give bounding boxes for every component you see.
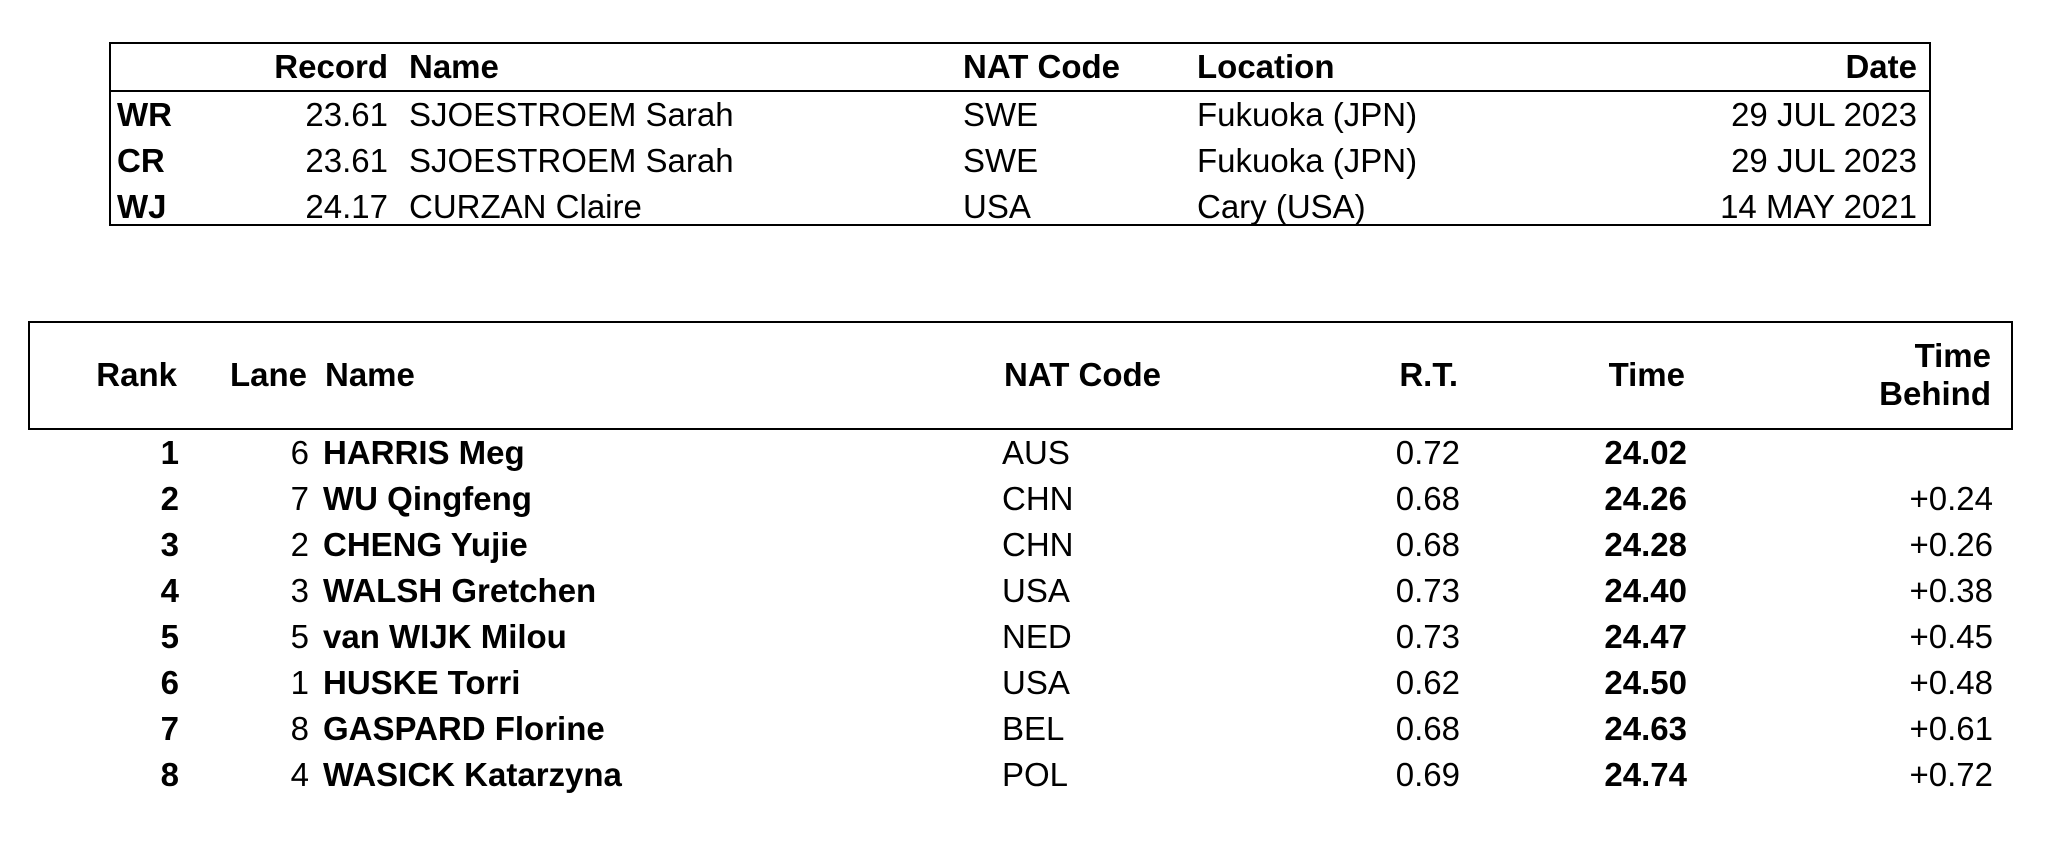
result-nat-code: POL xyxy=(1002,756,1069,793)
record-holder-name: SJOESTROEM Sarah xyxy=(409,142,734,179)
result-reaction-time: 0.69 xyxy=(1395,756,1460,793)
result-row xyxy=(28,752,2013,798)
result-nat-code: AUS xyxy=(1002,434,1070,471)
result-time-behind: +0.26 xyxy=(1909,526,1993,563)
record-row-wr xyxy=(111,92,1929,138)
record-time: 23.61 xyxy=(305,96,388,133)
result-rank: 3 xyxy=(160,526,179,563)
result-athlete-name: GASPARD Florine xyxy=(323,710,605,747)
result-time: 24.74 xyxy=(1604,756,1687,793)
result-reaction-time: 0.62 xyxy=(1395,664,1460,701)
record-row-wj xyxy=(111,184,1929,230)
record-row-cr xyxy=(111,138,1929,184)
result-lane: 1 xyxy=(290,664,309,701)
result-reaction-time: 0.68 xyxy=(1395,710,1460,747)
record-location: Fukuoka (JPN) xyxy=(1197,96,1418,133)
results-header-name: Name xyxy=(325,356,415,393)
record-nat-code: SWE xyxy=(963,96,1039,133)
record-time: 23.61 xyxy=(305,142,388,179)
result-time-behind: +0.72 xyxy=(1909,756,1993,793)
result-row xyxy=(28,476,2013,522)
result-time: 24.47 xyxy=(1604,618,1687,655)
record-date: 29 JUL 2023 xyxy=(1731,142,1917,179)
result-row xyxy=(28,430,2013,476)
result-rank: 4 xyxy=(160,572,179,609)
results-header-rt: R.T. xyxy=(1399,356,1458,393)
results-header-time-behind xyxy=(1879,337,1991,413)
result-nat-code: NED xyxy=(1002,618,1072,655)
result-rank: 8 xyxy=(160,756,179,793)
result-lane: 8 xyxy=(290,710,309,747)
results-table-body xyxy=(28,430,2013,830)
record-code: WR xyxy=(117,96,172,133)
records-header-nat-code: NAT Code xyxy=(963,48,1121,85)
result-time: 24.02 xyxy=(1604,434,1687,471)
result-rank: 1 xyxy=(160,434,179,471)
result-athlete-name: van WIJK Milou xyxy=(323,618,567,655)
result-reaction-time: 0.73 xyxy=(1395,618,1460,655)
result-time-behind: +0.45 xyxy=(1909,618,1993,655)
record-nat-code: SWE xyxy=(963,142,1039,179)
result-lane: 3 xyxy=(290,572,309,609)
result-reaction-time: 0.68 xyxy=(1395,480,1460,517)
result-time: 24.28 xyxy=(1604,526,1687,563)
result-row xyxy=(28,614,2013,660)
result-nat-code: USA xyxy=(1002,664,1070,701)
result-lane: 6 xyxy=(290,434,309,471)
records-header-row xyxy=(111,44,1929,92)
record-holder-name: CURZAN Claire xyxy=(409,188,642,225)
result-reaction-time: 0.72 xyxy=(1395,434,1460,471)
result-time: 24.26 xyxy=(1604,480,1687,517)
result-row xyxy=(28,706,2013,752)
result-lane: 5 xyxy=(290,618,309,655)
results-header-row xyxy=(28,321,2013,430)
result-row xyxy=(28,660,2013,706)
result-row xyxy=(28,568,2013,614)
result-rank: 6 xyxy=(160,664,179,701)
result-time: 24.40 xyxy=(1604,572,1687,609)
record-date: 29 JUL 2023 xyxy=(1731,96,1917,133)
record-location: Cary (USA) xyxy=(1197,188,1366,225)
result-time-behind: +0.24 xyxy=(1909,480,1993,517)
result-nat-code: USA xyxy=(1002,572,1070,609)
results-header-time-behind-line2: Behind xyxy=(1879,375,1991,412)
result-reaction-time: 0.68 xyxy=(1395,526,1460,563)
records-header-name: Name xyxy=(409,48,499,85)
records-header-date: Date xyxy=(1845,48,1917,85)
results-header-rank: Rank xyxy=(96,356,177,393)
result-rank: 7 xyxy=(160,710,179,747)
result-nat-code: BEL xyxy=(1002,710,1065,747)
result-lane: 2 xyxy=(290,526,309,563)
result-time-behind: +0.38 xyxy=(1909,572,1993,609)
record-code: CR xyxy=(117,142,165,179)
result-lane: 4 xyxy=(290,756,309,793)
records-table xyxy=(109,42,1931,226)
record-code: WJ xyxy=(117,188,167,225)
result-nat-code: CHN xyxy=(1002,526,1074,563)
result-athlete-name: HARRIS Meg xyxy=(323,434,525,471)
result-time-behind: +0.48 xyxy=(1909,664,1993,701)
result-athlete-name: WU Qingfeng xyxy=(323,480,532,517)
result-athlete-name: HUSKE Torri xyxy=(323,664,521,701)
result-athlete-name: WASICK Katarzyna xyxy=(323,756,622,793)
results-header-time: Time xyxy=(1608,356,1685,393)
record-location: Fukuoka (JPN) xyxy=(1197,142,1418,179)
result-row xyxy=(28,522,2013,568)
results-header-nat-code: NAT Code xyxy=(1004,356,1162,393)
result-rank: 5 xyxy=(160,618,179,655)
record-holder-name: SJOESTROEM Sarah xyxy=(409,96,734,133)
records-header-location: Location xyxy=(1197,48,1335,85)
result-rank: 2 xyxy=(160,480,179,517)
result-lane: 7 xyxy=(290,480,309,517)
result-time-behind: +0.61 xyxy=(1909,710,1993,747)
result-time: 24.63 xyxy=(1604,710,1687,747)
result-athlete-name: CHENG Yujie xyxy=(323,526,528,563)
result-athlete-name: WALSH Gretchen xyxy=(323,572,597,609)
records-header-record: Record xyxy=(274,48,388,85)
record-date: 14 MAY 2021 xyxy=(1720,188,1917,225)
result-time: 24.50 xyxy=(1604,664,1687,701)
result-reaction-time: 0.73 xyxy=(1395,572,1460,609)
results-header-time-behind-line1: Time xyxy=(1914,337,1991,374)
results-header-lane: Lane xyxy=(229,356,307,393)
record-time: 24.17 xyxy=(305,188,388,225)
result-nat-code: CHN xyxy=(1002,480,1074,517)
record-nat-code: USA xyxy=(963,188,1031,225)
